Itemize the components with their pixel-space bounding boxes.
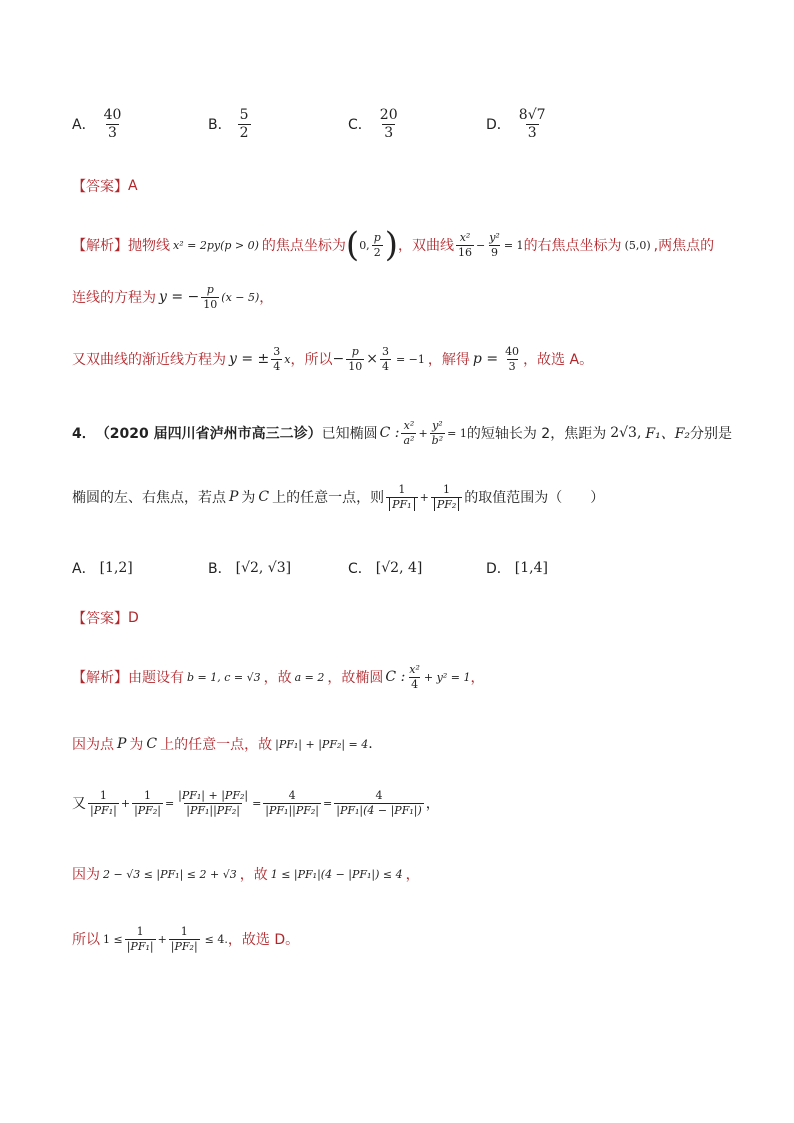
focus-fraction: $\frac{p}{2}$	[373, 230, 381, 259]
solution-tag: 【解析】	[72, 238, 128, 254]
q3-option-c	[348, 108, 402, 140]
q4-solution-line-3: 又 $\frac{1}{\text{|PF₁|}}$ + $\frac{1}{\text{|PF₂|}}$ = $\frac{\text{|PF₁| + |PF₂|}}{\text{|PF₁||PF₂|}}$ = $\frac{4}{\text{|PF₁||PF₂|}}$ = $\frac{4}{\text{|PF₁|(4 − |PF₁|)}}$ ，	[72, 789, 440, 817]
q3-solution-line-2: 连线的方程为 y = − $\frac{p}{10}$ (x − 5) ，	[72, 283, 274, 311]
answer-tag: 【答案】	[72, 611, 128, 627]
answer-tag: 【答案】	[72, 179, 128, 195]
answer-value: A	[128, 178, 138, 194]
q3-option-b	[208, 108, 253, 140]
q3-solution-line-3: 又双曲线的渐近线方程为 y = ± $\frac{3}{4}$ x ，所以 − $\frac{p}{10}$ × $\frac{3}{4}$ = −1 ，解得 p = $\frac{40}{3}$ ，故选 A。	[72, 345, 594, 373]
solution-tag: 【解析】	[72, 670, 128, 687]
option-fraction: $\frac{8√7}{3}$	[518, 107, 546, 141]
q4-solution-line-4: 因为 2 − √3 ≤ |PF₁| ≤ 2 + √3 ，故 1 ≤ |PF₁|(4 − |PF₁|) ≤ 4 ，	[72, 867, 420, 883]
answer-value: D	[128, 610, 139, 626]
q3-option-a	[72, 108, 125, 140]
q4-solution-line-2: 因为点 P 为 C 上的任意一点，故 |PF₁| + |PF₂| = 4 .	[72, 736, 373, 753]
q4-option-a: A． [1,2]	[72, 560, 133, 577]
q4-solution-line-5: 所以 1 ≤ $\frac{1}{\text{|PF₁|}}$ + $\frac{1}{\text{|PF₂|}}$ ≤ 4. ，故选 D。	[72, 925, 300, 953]
q4-answer	[72, 608, 139, 628]
q3-option-d	[486, 108, 550, 140]
q4-option-c: C． [√2, 4]	[348, 560, 423, 577]
option-fraction: $\frac{5}{2}$	[239, 107, 249, 141]
q4-option-d: D． [1,4]	[486, 560, 548, 577]
option-label: A．	[72, 117, 96, 134]
option-label: D．	[486, 117, 511, 134]
option-fraction: $\frac{40}{3}$	[103, 107, 122, 141]
q3-solution-line-1: 【解析】 抛物线 x² = 2py(p > 0) 的焦点坐标为 ( 0, $\frac{p}{2}$ ) ，双曲线 $\frac{\text{x²}}{16}$ − $\frac{\text{y²}}{9}$ = 1 的右焦点坐标为 (5,0) ,两焦点的	[72, 225, 715, 265]
option-fraction: $\frac{20}{3}$	[379, 107, 398, 141]
question-number: 4．	[72, 426, 96, 443]
question-source: （2020 届四川省泸州市高三二诊）	[95, 426, 322, 443]
option-label: C．	[348, 117, 372, 134]
q4-stem-line-2: 椭圆的左、右焦点，若点 P 为 C 上的任意一点，则 $\frac{1}{\text{PF₁}}$ + $\frac{1}{\text{PF₂}}$ 的取值范围为（ ）	[72, 483, 605, 511]
q4-option-b: B． [√2, √3]	[208, 560, 292, 577]
q4-solution-line-1: 【解析】 由题设有 b = 1, c = √3 ，故 a = 2 ，故椭圆 C : $\frac{\text{x²}}{4}$ + y² = 1 ，	[72, 663, 485, 691]
q3-answer	[72, 176, 138, 196]
option-label: B．	[208, 117, 232, 134]
q4-stem-line-1: 4． （2020 届四川省泸州市高三二诊） 已知椭圆 C : $\frac{\text{x²}}{\text{a²}}$ + $\frac{\text{y²}}{\text{b²}}$ = 1 的短轴长为 2，焦距为 2√3, F₁、F₂ 分别是	[72, 419, 733, 447]
